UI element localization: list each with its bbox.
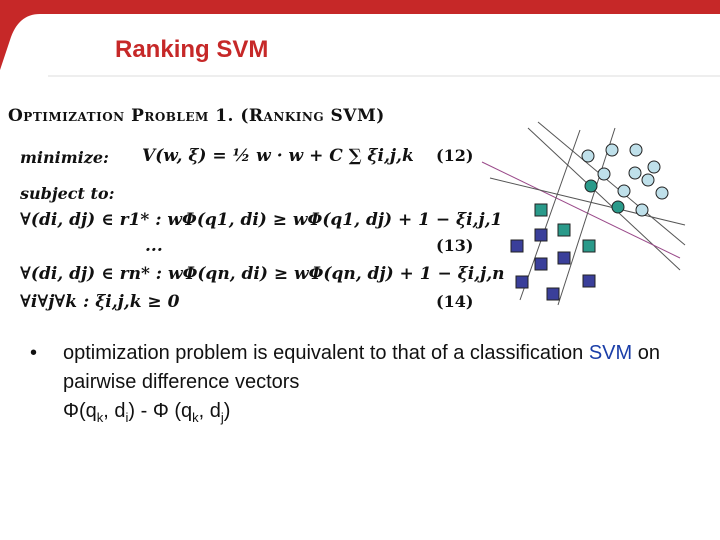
equation-number-14: (14) xyxy=(436,292,474,311)
optimization-heading: Optimization Problem 1. (Ranking SVM) xyxy=(8,106,385,126)
subject-to-label: subject to: xyxy=(20,184,115,203)
equation-number-12: (12) xyxy=(436,146,474,165)
data-point-square xyxy=(535,229,547,241)
optimization-problem xyxy=(0,100,505,320)
svm-illustration xyxy=(480,120,700,310)
subscript-k: k xyxy=(96,410,104,425)
banner-red-band xyxy=(0,0,720,70)
data-point-square-highlight xyxy=(583,240,595,252)
bullet-text xyxy=(63,339,703,432)
svm-term: SVM xyxy=(588,342,633,364)
bullet-marker: • xyxy=(30,342,38,364)
minimize-label: minimize: xyxy=(20,148,109,167)
data-point-square-highlight xyxy=(535,204,547,216)
bullet-text-before: optimization problem is equivalent to that of a classification xyxy=(63,342,589,364)
data-point-circle-highlight xyxy=(612,201,624,213)
data-point-square xyxy=(558,252,570,264)
subscript-i: i xyxy=(125,410,129,425)
data-point-square-highlight xyxy=(558,224,570,236)
constraint-ellipsis: ... xyxy=(145,236,163,256)
data-point-circle xyxy=(598,168,610,180)
data-point-circle xyxy=(642,174,654,186)
data-point-circle xyxy=(656,187,668,199)
constraint-last: ∀(di, dj) ∈ rn* : wΦ(qn, di) ≥ wΦ(qn, dj) + 1 − ξi,j,n xyxy=(20,264,505,284)
difference-vector-comma: , d xyxy=(198,400,221,422)
separator-line xyxy=(528,128,680,270)
data-point-circle xyxy=(648,161,660,173)
difference-vector-close: ) xyxy=(223,400,231,422)
data-point-square xyxy=(583,275,595,287)
data-point-square xyxy=(535,258,547,270)
difference-vector-mid: ) - Φ (q xyxy=(128,400,193,422)
difference-vector-comma: , d xyxy=(103,400,126,422)
data-point-square xyxy=(516,276,528,288)
data-point-circle xyxy=(630,144,642,156)
constraint-first: ∀(di, dj) ∈ r1* : wΦ(q1, di) ≥ wΦ(q1, dj) + 1 − ξi,j,1 xyxy=(20,210,503,230)
data-point-square xyxy=(547,288,559,300)
data-point-circle xyxy=(582,150,594,162)
separator-line xyxy=(520,130,580,300)
data-point-circle xyxy=(629,167,641,179)
subscript-k: k xyxy=(192,410,199,425)
data-point-circle-highlight xyxy=(585,180,597,192)
data-point-square xyxy=(511,240,523,252)
equation-number-13: (13) xyxy=(436,236,474,255)
objective-formula: V(w, ξ) = ½ w · w + C ∑ ξi,j,k xyxy=(142,146,414,166)
nonnegativity-constraint: ∀i∀j∀k : ξi,j,k ≥ 0 xyxy=(20,292,180,312)
slide-title: Ranking SVM xyxy=(115,36,269,63)
subscript-j: j xyxy=(220,410,224,425)
data-point-circle xyxy=(618,185,630,197)
bullet-text-after: on pairwise difference vectors xyxy=(63,342,660,393)
top-banner xyxy=(0,0,720,90)
data-point-circle xyxy=(606,144,618,156)
data-point-circle xyxy=(636,204,648,216)
difference-vector-phi: Φ(q xyxy=(63,400,97,422)
